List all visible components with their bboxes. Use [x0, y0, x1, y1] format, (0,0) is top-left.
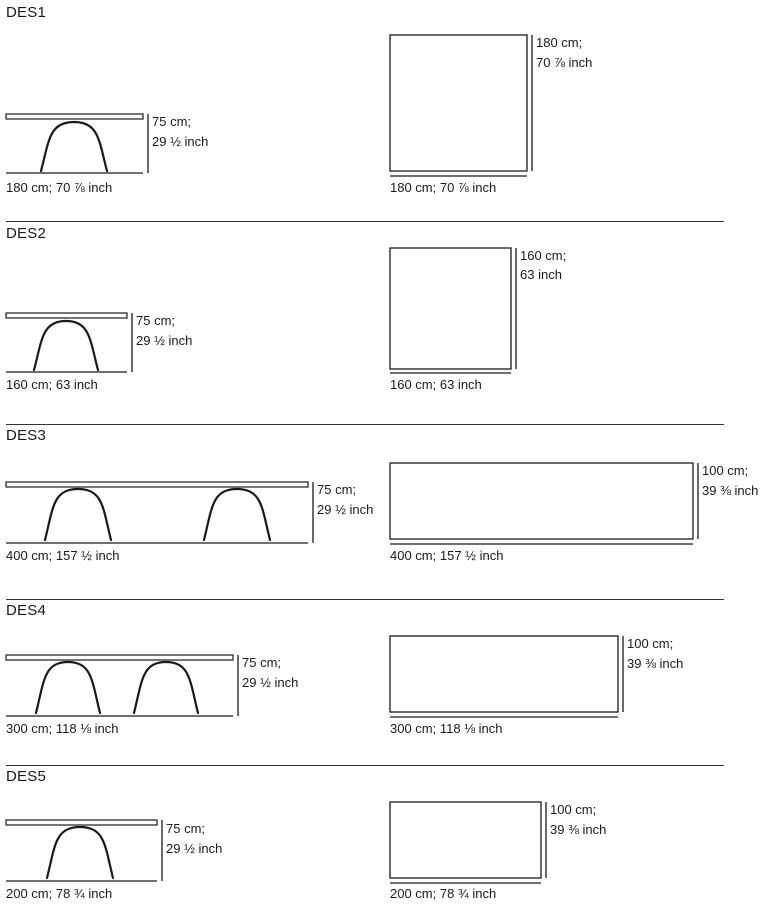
side-height-label: 75 cm;: [166, 821, 206, 836]
des2-side-elevation: [6, 313, 132, 372]
side-height-inch-label: 29 ½ inch: [317, 502, 374, 517]
table-leg: [34, 321, 98, 370]
table-top: [6, 820, 157, 825]
plan-length-label: 300 cm; 118 ⅛ inch: [390, 721, 503, 736]
side-height-label: 75 cm;: [242, 655, 282, 670]
side-height-label: 75 cm;: [317, 482, 357, 497]
side-length-label: 160 cm; 63 inch: [6, 377, 98, 392]
table-plan: [390, 248, 511, 369]
side-height-label: 75 cm;: [152, 114, 192, 129]
table-leg: [45, 489, 111, 540]
side-length-label: 200 cm; 78 ¾ inch: [6, 886, 113, 901]
plan-depth-label: 100 cm;: [702, 463, 749, 478]
section-divider: [6, 765, 724, 766]
plan-depth-inch-label: 63 inch: [520, 267, 562, 282]
table-plan: [390, 463, 693, 539]
plan-length-label: 160 cm; 63 inch: [390, 377, 482, 392]
table-top: [6, 655, 233, 660]
table-leg: [204, 489, 270, 540]
table-top: [6, 114, 143, 119]
section-divider: [6, 221, 724, 222]
side-height-inch-label: 29 ½ inch: [152, 134, 209, 149]
table-top: [6, 313, 127, 318]
des4-side-elevation: [6, 655, 238, 716]
plan-depth-label: 180 cm;: [536, 35, 583, 50]
table-leg: [36, 662, 100, 713]
table-top: [6, 482, 308, 487]
side-length-label: 400 cm; 157 ½ inch: [6, 548, 120, 563]
des1-side-elevation: [6, 114, 148, 173]
plan-depth-label: 160 cm;: [520, 248, 567, 263]
section-title: DES5: [6, 768, 46, 785]
side-height-inch-label: 29 ½ inch: [136, 333, 193, 348]
plan-depth-inch-label: 39 ⅜ inch: [702, 483, 759, 498]
plan-depth-inch-label: 39 ⅜ inch: [627, 656, 684, 671]
des3-side-elevation: [6, 482, 313, 543]
plan-length-label: 400 cm; 157 ½ inch: [390, 548, 504, 563]
side-length-label: 180 cm; 70 ⅞ inch: [6, 180, 113, 195]
plan-depth-label: 100 cm;: [627, 636, 674, 651]
des1-plan-view: [390, 35, 532, 176]
plan-depth-inch-label: 70 ⅞ inch: [536, 55, 593, 70]
section-title: DES2: [6, 225, 46, 242]
side-height-label: 75 cm;: [136, 313, 176, 328]
side-length-label: 300 cm; 118 ⅛ inch: [6, 721, 119, 736]
des4-plan-view: [390, 636, 623, 717]
table-leg: [47, 827, 113, 878]
des5-side-elevation: [6, 820, 162, 881]
des5-plan-view: [390, 802, 546, 883]
section-divider: [6, 424, 724, 425]
section-title: DES1: [6, 4, 46, 21]
section-title: DES3: [6, 427, 46, 444]
plan-length-label: 180 cm; 70 ⅞ inch: [390, 180, 497, 195]
table-plan: [390, 636, 618, 712]
side-height-inch-label: 29 ½ inch: [242, 675, 299, 690]
plan-depth-label: 100 cm;: [550, 802, 597, 817]
section-divider: [6, 599, 724, 600]
table-plan: [390, 802, 541, 878]
section-title: DES4: [6, 602, 46, 619]
plan-depth-inch-label: 39 ⅜ inch: [550, 822, 607, 837]
table-leg: [134, 662, 198, 713]
plan-length-label: 200 cm; 78 ¾ inch: [390, 886, 497, 901]
des2-plan-view: [390, 248, 516, 373]
des3-plan-view: [390, 463, 698, 544]
side-height-inch-label: 29 ½ inch: [166, 841, 223, 856]
table-leg: [41, 122, 107, 171]
table-plan: [390, 35, 527, 171]
